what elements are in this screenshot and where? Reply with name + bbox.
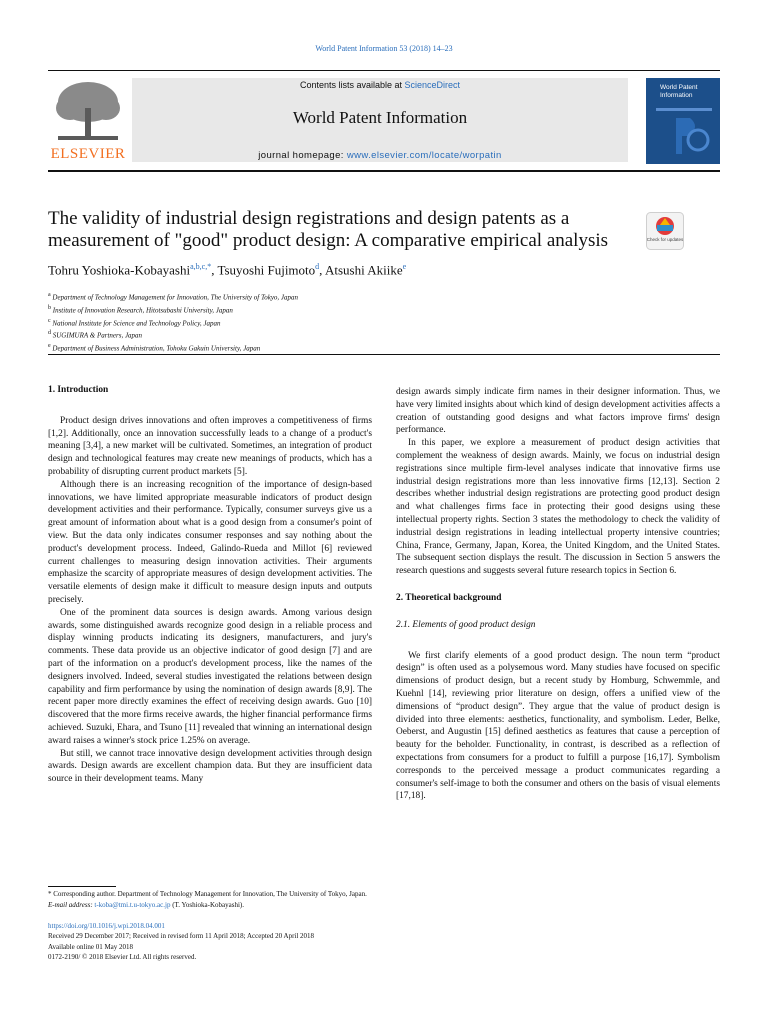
affiliation-mark: e	[48, 343, 51, 350]
affiliation-text: Department of Technology Management for Innovation, The University of Tokyo, Japan	[50, 293, 299, 302]
cover-title: World Patent Information	[660, 84, 698, 99]
affiliations	[48, 290, 688, 354]
author-affiliation-marks[interactable]: d	[315, 262, 320, 271]
paragraph: Product design drives innovations and often improves a competitiveness of firms [1,2]. Additionally, once an innovation successfully leads to a change of a product's meaning [3,4], a new market will be cultivated. Sometimes, an integration of product design and technological features may create new meanings of products, which has a probability of disrupting current product markets [5].	[48, 415, 372, 477]
subsection-heading: 2.1. Elements of good product design	[396, 619, 536, 630]
sciencedirect-link[interactable]: ScienceDirect	[404, 80, 461, 90]
publication-info	[48, 921, 648, 963]
author-list: Tohru Yoshioka-Kobayashi$^{a,b,c,*}$, Tsuyoshi Fujimoto$^d$, Atsushi Akiike$^e$	[48, 262, 407, 278]
author-name: Tohru Yoshioka-Kobayashi	[48, 262, 191, 278]
affiliation-item	[48, 341, 688, 354]
paragraph: One of the prominent data sources is design awards. Among various design awards, some distinguished awards recognize good design in a reliable process and display winning products indicating its designers, manufacturers, and jury's comments. These data provide us an objective indicator of good design [7] and are part of the information on a product's development process, like the names of the designers involved. Indeed, several studies investigated the relations between design capability and firm performance by using the nomination of design awards [8,9]. The recent paper more directly examines the effect of receiving design awards. Guo [10] discovered that the more firms receive awards, the higher financial performance firms achieved. Suzuki, Ehara, and Tsuno [11] revealed that winning an international design award raises a winner's stock price 1.25% on average.	[48, 607, 372, 746]
title-block-rule	[48, 354, 720, 355]
email-link[interactable]: t-koba@tmi.t.u-tokyo.ac.jp	[94, 900, 171, 909]
received-dates: Received 29 December 2017; Received in revised form 11 April 2018; Accepted 20 April 2018	[48, 932, 315, 941]
top-rule	[48, 70, 720, 71]
author-name: Tsuyoshi Fujimoto	[217, 262, 316, 278]
right-column	[396, 386, 720, 803]
affiliation-item	[48, 290, 688, 303]
contents-prefix: Contents lists available at	[299, 80, 405, 90]
affiliation-text: National Institute for Science and Technology Policy, Japan	[50, 318, 221, 327]
journal-reference[interactable]: World Patent Information 53 (2018) 14–23	[315, 44, 453, 53]
homepage-line	[132, 150, 628, 161]
article-title: The validity of industrial design registrations and design patents as a measurement of "good" product design: A comparative empirical analysis	[48, 208, 609, 251]
crossmark-label: Check for updates	[646, 237, 684, 242]
affiliation-text: SUGIMURA & Partners, Japan	[51, 331, 143, 340]
left-column	[48, 384, 372, 786]
footnotes	[48, 889, 648, 910]
elsevier-wordmark: ELSEVIER	[50, 146, 126, 162]
corresponding-author-note: * Corresponding author. Department of Technology Management for Innovation, The University of Tokyo, Japan.	[48, 890, 367, 898]
affiliation-item	[48, 303, 688, 316]
paragraph: design awards simply indicate firm names in their designer information. Thus, we have very limited insights about which kind of design development activities affects a creation of outstanding good designs and what factors improve firms' design performance.	[396, 387, 720, 436]
affiliation-mark: c	[48, 317, 51, 324]
header-bottom-rule	[48, 170, 720, 172]
affiliation-mark: a	[48, 292, 51, 298]
paragraph: But still, we cannot trace innovative design development activities through design awards. Design awards are excellent champion data. But they are insufficient data source in their development teams. Many	[48, 748, 372, 785]
check-for-updates-badge[interactable]	[646, 212, 684, 250]
email-line	[48, 900, 648, 911]
homepage-prefix: journal homepage:	[258, 150, 347, 161]
affiliation-text: Institute of Innovation Research, Hitotsubashi University, Japan	[51, 306, 233, 315]
section-heading-theoretical-background: 2. Theoretical background	[396, 592, 502, 603]
journal-title: World Patent Information	[292, 108, 468, 127]
author-name: Atsushi Akiike	[324, 262, 403, 278]
footnote-rule	[48, 886, 116, 887]
author-affiliation-marks[interactable]: e	[402, 262, 407, 271]
homepage-link[interactable]: www.elsevier.com/locate/worpatin	[346, 150, 502, 161]
affiliation-mark: b	[48, 304, 51, 311]
doi-link[interactable]: https://doi.org/10.1016/j.wpi.2018.04.001	[48, 922, 165, 930]
paragraph: In this paper, we explore a measurement of product design activities that complement the weakness of design awards. Mainly, we focus on industrial design registrations since multiple firm-level analyses indicate that innovative firms use industrial design registrations more than less innovative firms [12,13]. Section 2 describes whether industrial design registrations are protecting good product design and what challenges firms face in protecting their good designs using these intellectual property rights. Section 3 states the methodology to check the validity of industrial design registrations in leading intellectual property intensive countries; China, France, Germany, Japan, Korea, the United Kingdom, and the United States. The subsequent section displays the result. The discussion in Section 5 answers the research questions and suggests several future research topics in Section 6.	[396, 438, 720, 577]
paragraph: We first clarify elements of a good product design. The noun term “product design” is often used as a polysemous word. Many studies have focused on specific dimensions of product design, but a recent study by Homburg, Schwemmle, and Kuehnl [14], reviewing prior literature on design, offers a unified view of the dimensions of “product design”. They argue that the value of product design is divided into three elements: aesthetics, functionality, and symbolism. Leder, Belke, Oeberst, and Augustin [15] defined aesthetics as features that cause a perception of beauty for the beholder. Functionality, in contrast, is described as a reflection of expectations from consumers for a product to fulfill a purpose [16,17]. Symbolism corresponds to the perceived message a product communicates regarding a consumer's self-image to both the consumer and others on the basis of visual elements [17,18].	[396, 650, 720, 802]
paragraph: Although there is an increasing recognition of the importance of design-based innovations, we have limited appropriate measurable indicators of product design development activities and their performance. Typically, consumer surveys give us a great amount of information about what is a good design from a consumer's point of view. But the data only indicates consumer responses and say nothing about the product's development process. Indeed, Galindo-Rueda and Millot [6] reviewed current challenges to measuring design innovation activities. Their arguments emphasize the scarcity of appropriate measures of design development activities. The versatile elements of design make it difficult to measure design inputs and outputs precisely.	[48, 479, 372, 605]
copyright: 0172-2190/ © 2018 Elsevier Ltd. All rights reserved.	[48, 953, 197, 962]
available-online: Available online 01 May 2018	[48, 942, 134, 951]
affiliation-mark: d	[48, 330, 51, 337]
email-suffix: (T. Yoshioka-Kobayashi).	[170, 900, 245, 909]
affiliation-text: Department of Business Administration, Tohoku Gakuin University, Japan	[50, 344, 261, 353]
email-label: E-mail address:	[48, 900, 95, 909]
section-heading-introduction: 1. Introduction	[48, 385, 109, 395]
affiliation-item	[48, 316, 688, 329]
contents-line	[132, 80, 628, 90]
affiliation-item	[48, 328, 688, 341]
author-affiliation-marks[interactable]: a,b,c,*	[190, 262, 212, 271]
